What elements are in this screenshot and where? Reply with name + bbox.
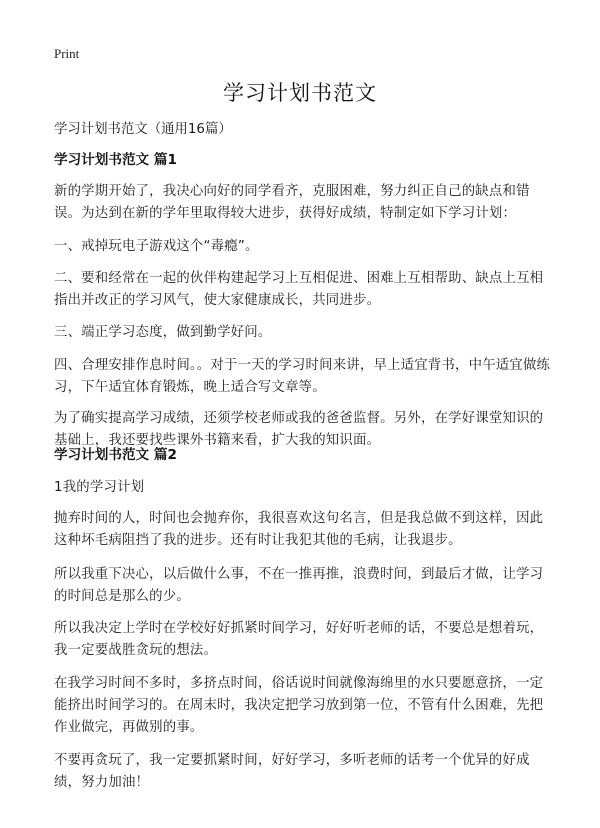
document-subtitle: 学习计划书范文（通用16篇） (54, 122, 232, 137)
print-label: Print (54, 46, 80, 61)
paragraph: 一、戒掉玩电子游戏这个“毒瘾”。 (54, 239, 259, 254)
paragraph: 为了确实提高学习成绩，还须学校老师或我的爸爸监督。另外，在学好课堂知识的基础上，我还要找些课外书籍来看，扩大我的知识面。 (54, 411, 544, 448)
section-heading-2: 学习计划书范文 篇2 (54, 447, 177, 463)
paragraph: 四、合理安排作息时间。。对于一天的学习时间来讲，早上适宜背书，中午适宜做练习，下午适宜体育锻炼，晚上适合写文章等。 (54, 358, 551, 395)
paragraph: 三、端正学习态度，做到勤学好问。 (54, 325, 272, 340)
paragraph: 在我学习时间不多时，多挤点时间，俗话说时间就像海绵里的水只要愿意挤，一定能挤出时间学习的。在周末时，我决定把学习放到第一位，不管有什么困难，先把作业做完，再做别的事。 (54, 676, 544, 735)
paragraph: 1我的学习计划 (54, 480, 145, 495)
paragraph: 二、要和经常在一起的伙伴构建起学习上互相促进、困难上互相帮助、缺点上互相指出并改正的学习风气，使大家健康成长，共同进步。 (54, 271, 544, 308)
section-heading-1: 学习计划书范文 篇1 (54, 152, 177, 168)
paragraph: 新的学期开始了，我决心向好的同学看齐，克服困难，努力纠正自己的缺点和错误。为达到在新的学年里取得较大进步，获得好成绩，特制定如下学习计划： (54, 184, 530, 221)
paragraph: 所以我决定上学时在学校好好抓紧时间学习，好好听老师的话，不要总是想着玩，我一定要战胜贪玩的想法。 (54, 621, 544, 658)
paragraph: 所以我重下决心，以后做什么事，不在一推再推，浪费时间，到最后才做，让学习的时间总是那么的少。 (54, 567, 544, 604)
page-title: 学习计划书范文 (223, 81, 377, 105)
paragraph: 抛弃时间的人，时间也会抛弃你，我很喜欢这句名言，但是我总做不到这样，因此这种坏毛病阻挡了我的进步。还有时让我犯其他的毛病，让我退步。 (54, 511, 544, 548)
paragraph: 不要再贪玩了，我一定要抓紧时间，好好学习，多听老师的话考一个优异的好成绩，努力加油！ (54, 753, 530, 790)
